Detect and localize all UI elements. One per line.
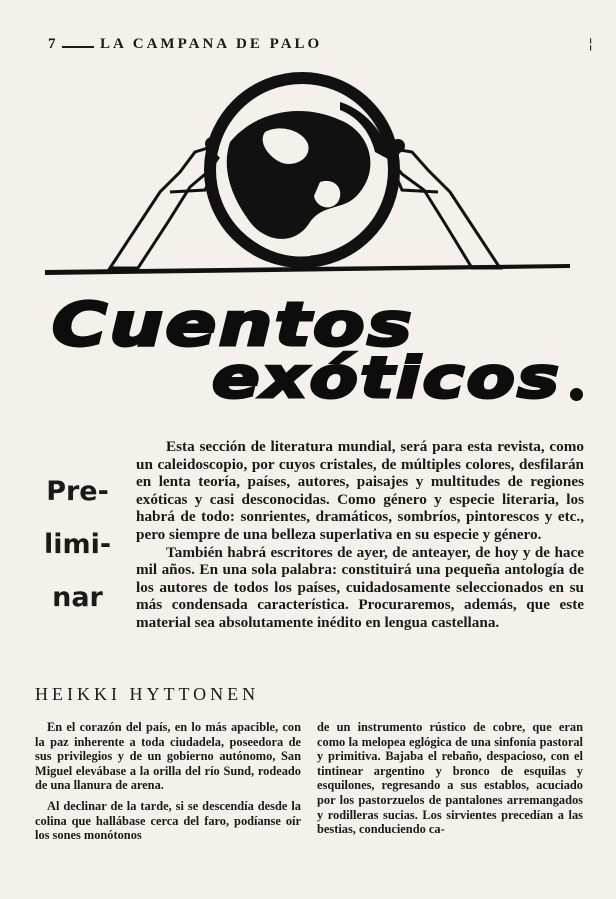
story-paragraph: Al declinar de la tarde, si se descendía desde la colina que hallábase cerca del faro, podíanse oír los sones monótonos [35, 798, 301, 843]
preliminar-heading [30, 465, 125, 624]
title-dot [570, 388, 583, 401]
page-number: 7 [48, 36, 59, 52]
page-header [48, 36, 593, 56]
preliminar-heading-line3: nar [52, 582, 103, 613]
preliminar-heading-line1: Pre- [46, 476, 109, 507]
section-title-line2: exóticos [212, 346, 562, 411]
intro-paragraph-2: También habrá escritores de ayer, de anteayer, de hoy y de hace mil años. En una sola palabra: constituirá una pequeña antología de los autores de todos los países, cuidadosamente seleccionados en su más condensada característica. Procuraremos, además, que este material sea absolutamente inédito en lengua castellana. [136, 543, 584, 631]
section-title-line1: Cuentos [52, 290, 415, 360]
corner-mark: ¦ [588, 36, 593, 52]
author-name: HEIKKI HYTTONEN [35, 684, 260, 704]
intro-text [136, 438, 584, 632]
atlas-globe-illustration [40, 72, 580, 287]
intro-paragraph-1: Esta sección de literatura mundial, será para esta revista, como un caleidoscopio, por cuyos cristales, de múltiples colores, desfilarán en lenta teoría, países, autores, paisajes y multitudes de regiones exóticas y casi desconocidas. Como género y especie literaria, los habrá de todo: sonrientes, dramáticos, sombríos, pintorescos y etc., pero siempre de una belleza superlativa en su especie y género. [136, 438, 584, 543]
story-column-right [317, 720, 583, 843]
story-paragraph: En el corazón del país, en lo más apacible, con la paz inherente a toda ciudadela, poseedora de sus privilegios y de un gobierno autónomo, San Miguel elevábase a la orilla del río Sund, rodeado de una llanura de arena. [35, 720, 301, 793]
story-columns [35, 720, 585, 880]
preliminar-heading-line2: limi- [43, 529, 112, 560]
story-column-left [35, 720, 301, 849]
section-title [40, 290, 600, 420]
story-paragraph: de un instrumento rústico de cobre, que eran como la melopea eglógica de una sinfonía pastoral y primitiva. Bajaba el rebaño, despacioso, con el tintinear argentino y bronco de esquilas y esquilones, regresando a sus establos, acuciado por los pastorzuelos de pantalones arremangados y rodilleras sucias. Los sirvientes precedían a las bestias, conduciendo ca- [317, 720, 583, 837]
magazine-title: LA CAMPANA DE PALO [100, 36, 323, 52]
header-rule [62, 46, 94, 48]
